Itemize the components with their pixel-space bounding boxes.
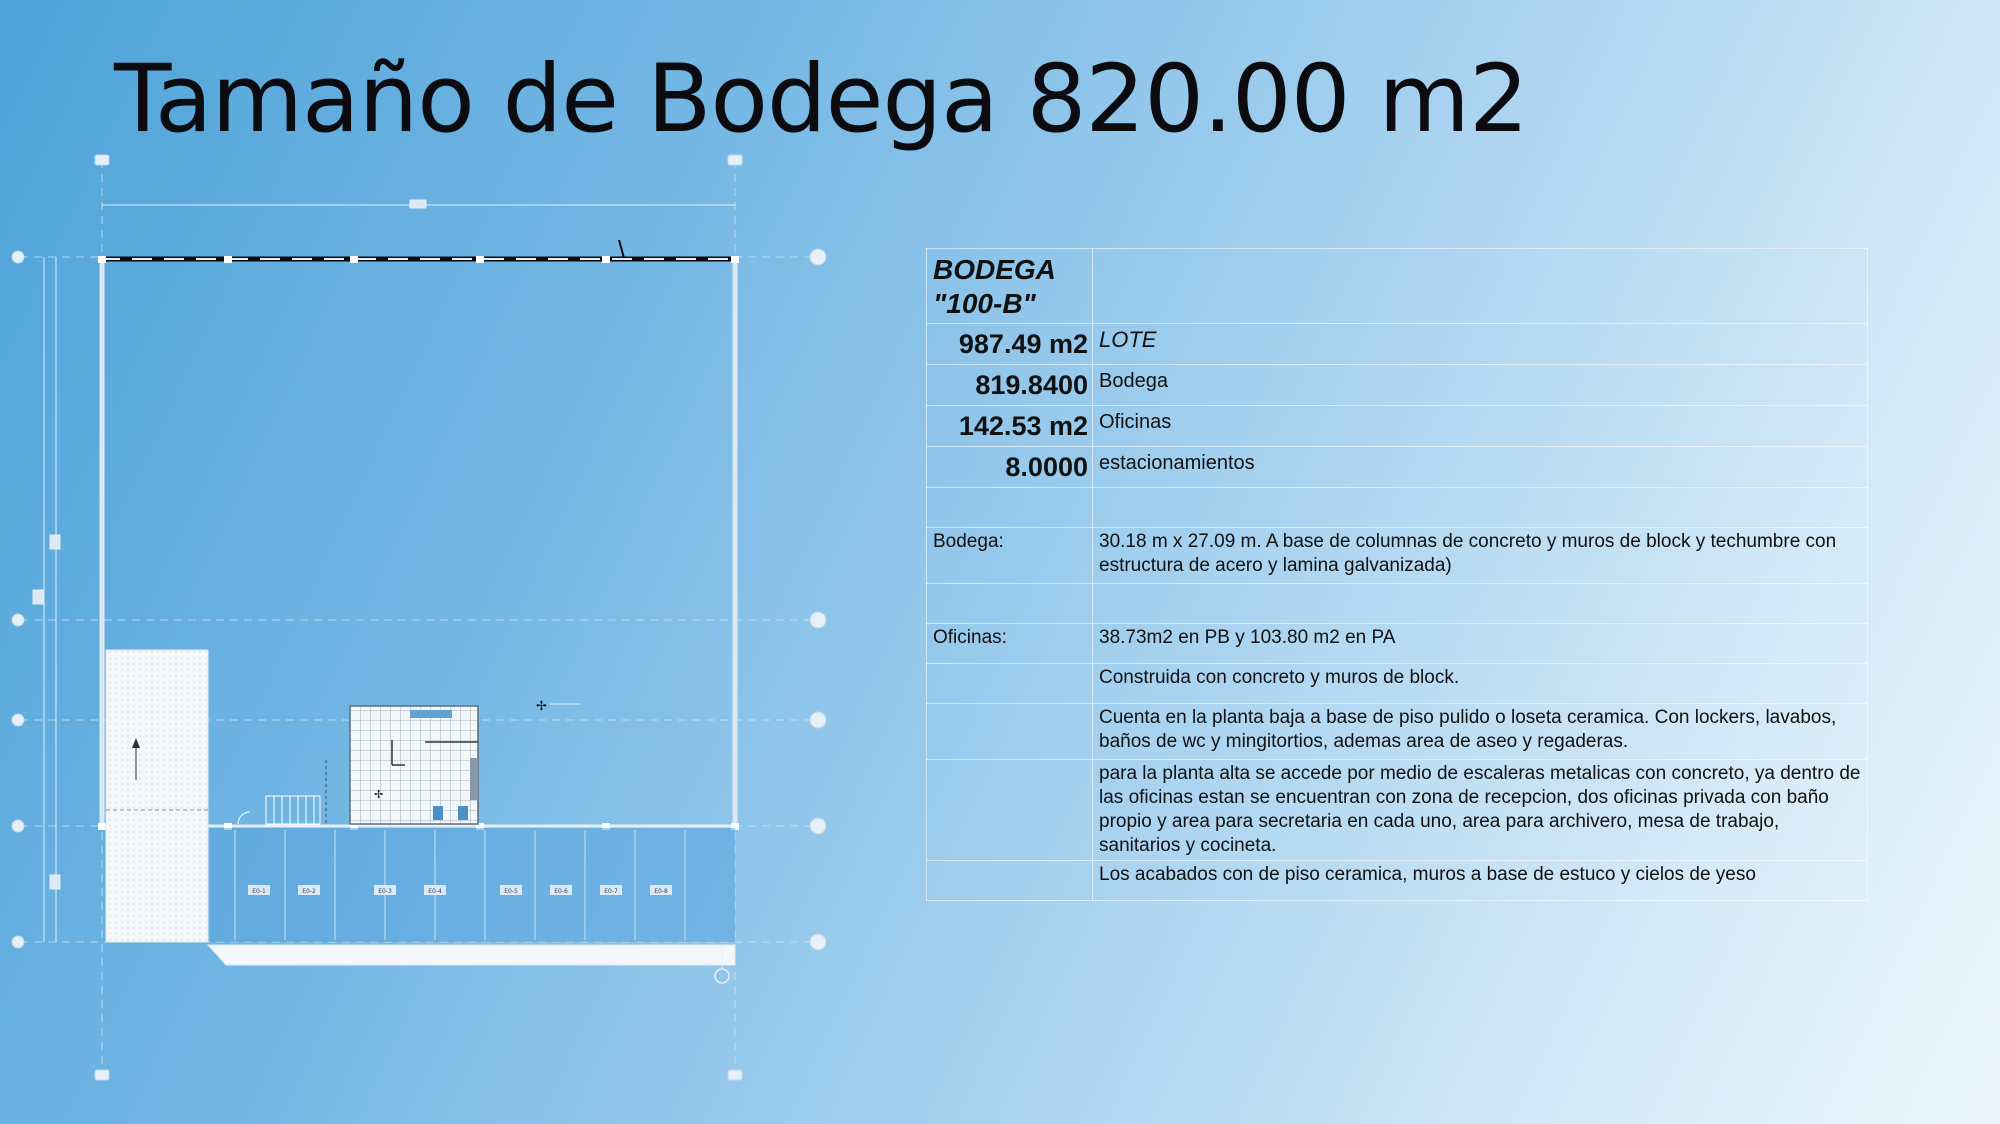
spec-blank-row: [927, 488, 1868, 528]
parking-stall-label: E0-7: [604, 888, 618, 895]
svg-text:✢: ✢: [536, 699, 547, 714]
office-block: [350, 706, 478, 824]
spec-row-planta-alta: [927, 760, 1868, 861]
specs-table: [926, 248, 1868, 901]
spec-label: estacionamientos: [1093, 447, 1868, 488]
spec-row-oficinas-desc: [927, 624, 1868, 664]
section-text: para la planta alta se accede por medio de escaleras metalicas con concreto, ya dentro de las oficinas estan se encuentran con zona de recepcion, dos oficinas privada con baño propio y area para secretaria en cada uno, area para archivero, mesa de trabajo, sanitarios y cocineta.: [1093, 760, 1868, 861]
section-text: Construida con concreto y muros de block.: [1093, 664, 1868, 704]
spec-row-planta-baja: [927, 704, 1868, 760]
section-label: Oficinas:: [927, 624, 1093, 664]
section-text: Cuenta en la planta baja a base de piso pulido o loseta ceramica. Con lockers, lavabos, baños de wc y mingitortios, ademas area de aseo y regaderas.: [1093, 704, 1868, 760]
spec-label: Bodega: [1093, 365, 1868, 406]
spec-value: 987.49 m2: [927, 324, 1093, 365]
section-text: Los acabados con de piso ceramica, muros a base de estuco y cielos de yeso: [1093, 861, 1868, 901]
section-label: Bodega:: [927, 528, 1093, 584]
spec-row-estacionamientos: [927, 447, 1868, 488]
spec-row-construida: [927, 664, 1868, 704]
spec-row-oficinas: [927, 406, 1868, 447]
parking-stall-label: E0-5: [504, 888, 518, 895]
parking-stall-label: E0-4: [428, 888, 442, 895]
spec-value: 819.8400: [927, 365, 1093, 406]
parking-stall-label: E0-6: [554, 888, 568, 895]
spec-label: LOTE: [1093, 324, 1868, 365]
parking-stall-label: E0-8: [654, 888, 668, 895]
spec-header-row: [927, 249, 1868, 324]
parking-stall-label: E0-2: [302, 888, 316, 895]
spec-value: 142.53 m2: [927, 406, 1093, 447]
property-name: BODEGA "100-B": [927, 249, 1093, 324]
slide-title: Tamaño de Bodega 820.00 m2: [114, 45, 1528, 154]
spec-label: Oficinas: [1093, 406, 1868, 447]
floor-plan: [0, 140, 860, 1100]
parking-stall-label: E0-1: [252, 888, 266, 895]
spec-blank-row: [927, 584, 1868, 624]
side-access-area: [106, 650, 208, 942]
section-text: 38.73m2 en PB y 103.80 m2 en PA: [1093, 624, 1868, 664]
spec-row-acabados: [927, 861, 1868, 901]
spec-value: 8.0000: [927, 447, 1093, 488]
spec-row-bodega: [927, 365, 1868, 406]
parking-area: [208, 828, 735, 983]
stairs: [266, 760, 326, 824]
svg-text:✢: ✢: [374, 788, 384, 801]
spec-row-bodega-desc: [927, 528, 1868, 584]
spec-row-lote: [927, 324, 1868, 365]
parking-stall-label: E0-3: [378, 888, 392, 895]
section-text: 30.18 m x 27.09 m. A base de columnas de concreto y muros de block y techumbre con estructura de acero y lamina galvanizada): [1093, 528, 1868, 584]
